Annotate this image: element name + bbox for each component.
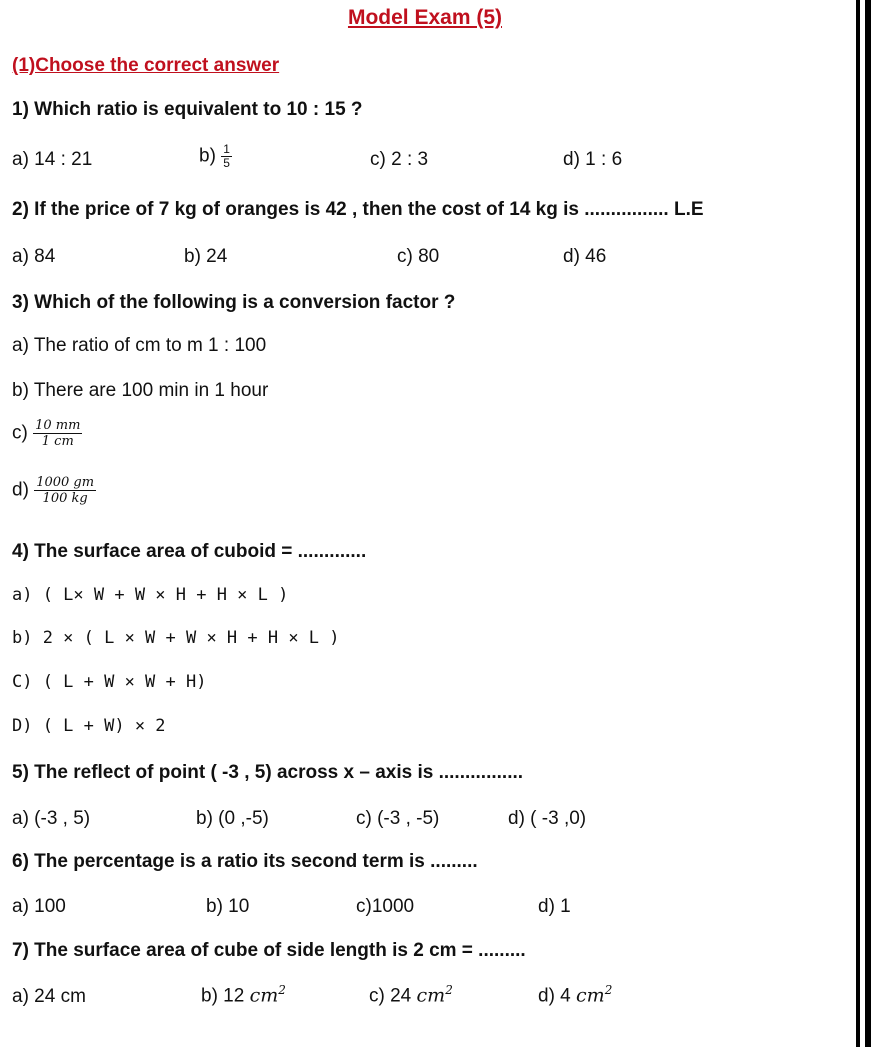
q1-option-b-fraction — [221, 143, 232, 170]
section-heading: (1)Choose the correct answer — [12, 55, 280, 76]
q7-option-d-label: d) 4 — [538, 985, 571, 1007]
q2-option-b[interactable]: b) 24 — [184, 246, 228, 267]
q3-option-b[interactable]: b) There are 100 min in 1 hour — [12, 380, 269, 401]
q7-option-c-label: c) 24 — [369, 985, 412, 1007]
q7-option-b-unit: cm — [249, 984, 279, 1007]
q6-option-a[interactable]: a) 100 — [12, 896, 66, 917]
q7-option-d-exponent: 2 — [604, 983, 613, 997]
border-line-inner — [856, 0, 860, 1047]
q3-option-d-fraction — [34, 475, 96, 506]
question-3: 3) Which of the following is a conversion factor ? — [12, 292, 456, 313]
q7-option-b[interactable] — [201, 983, 286, 1007]
border-line-outer — [865, 0, 871, 1047]
q1-option-d[interactable]: d) 1 : 6 — [563, 149, 623, 170]
q7-option-d[interactable] — [538, 983, 612, 1007]
q4-option-b[interactable]: b) 2 × ( L × W + W × H + H × L ) — [12, 628, 340, 648]
question-4: 4) The surface area of cuboid = ............. — [12, 541, 367, 562]
q3-option-d-label: d) — [12, 479, 29, 501]
q3-d-denominator: 100 kg — [42, 491, 88, 506]
q1-option-c[interactable]: c) 2 : 3 — [370, 149, 429, 170]
q3-c-denominator: 1 cm — [41, 434, 74, 449]
q6-option-b[interactable]: b) 10 — [206, 896, 250, 917]
q1-option-a[interactable]: a) 14 : 21 — [12, 149, 93, 170]
exam-title: Model Exam (5) — [347, 6, 503, 29]
q1-option-b[interactable] — [199, 143, 232, 170]
page-border — [851, 0, 877, 1047]
q1-option-b-label: b) — [199, 145, 216, 167]
q2-option-c[interactable]: c) 80 — [397, 246, 440, 267]
q7-option-c[interactable] — [369, 983, 453, 1007]
q3-option-a[interactable]: a) The ratio of cm to m 1 : 100 — [12, 335, 267, 356]
q7-option-a[interactable]: a) 24 cm — [12, 986, 86, 1007]
q7-option-c-unit: cm — [416, 984, 446, 1007]
q5-option-a[interactable]: a) (-3 , 5) — [12, 808, 91, 829]
q3-option-c[interactable] — [12, 418, 82, 449]
q5-option-d[interactable]: d) ( -3 ,0) — [508, 808, 587, 829]
q3-option-d[interactable] — [12, 475, 96, 506]
q4-option-a[interactable]: a) ( L× W + W × H + H × L ) — [12, 585, 289, 605]
q5-option-c[interactable]: c) (-3 , -5) — [356, 808, 440, 829]
q1-b-numerator: 1 — [223, 142, 230, 156]
q4-option-d[interactable]: D) ( L + W) × 2 — [12, 716, 166, 736]
q7-option-b-label: b) 12 — [201, 985, 245, 1007]
q6-option-d[interactable]: d) 1 — [538, 896, 571, 917]
question-5: 5) The reflect of point ( -3 , 5) across x – axis is ................ — [12, 762, 524, 783]
q6-option-c[interactable]: c)1000 — [356, 896, 415, 917]
q2-option-d[interactable]: d) 46 — [563, 246, 607, 267]
question-7: 7) The surface area of cube of side length is 2 cm = ......... — [12, 940, 526, 961]
q2-option-a[interactable]: a) 84 — [12, 246, 56, 267]
q1-b-denominator: 5 — [223, 156, 230, 170]
q7-option-d-unit: cm — [576, 984, 605, 1007]
question-2: 2) If the price of 7 kg of oranges is 42 , then the cost of 14 kg is ................ L.E — [12, 199, 704, 220]
q7-option-b-exponent: 2 — [278, 983, 286, 997]
question-6: 6) The percentage is a ratio its second term is ......... — [12, 851, 478, 872]
question-1: 1) Which ratio is equivalent to 10 : 15 ? — [12, 99, 363, 120]
q3-option-c-label: c) — [12, 422, 28, 444]
q4-option-c[interactable]: C) ( L + W × W + H) — [12, 672, 207, 692]
q3-d-numerator: 1000 gm — [36, 475, 95, 490]
q7-option-c-exponent: 2 — [445, 983, 453, 997]
q3-option-c-fraction — [33, 418, 82, 449]
q3-c-numerator: 10 mm — [35, 418, 81, 433]
q5-option-b[interactable]: b) (0 ,-5) — [196, 808, 269, 829]
